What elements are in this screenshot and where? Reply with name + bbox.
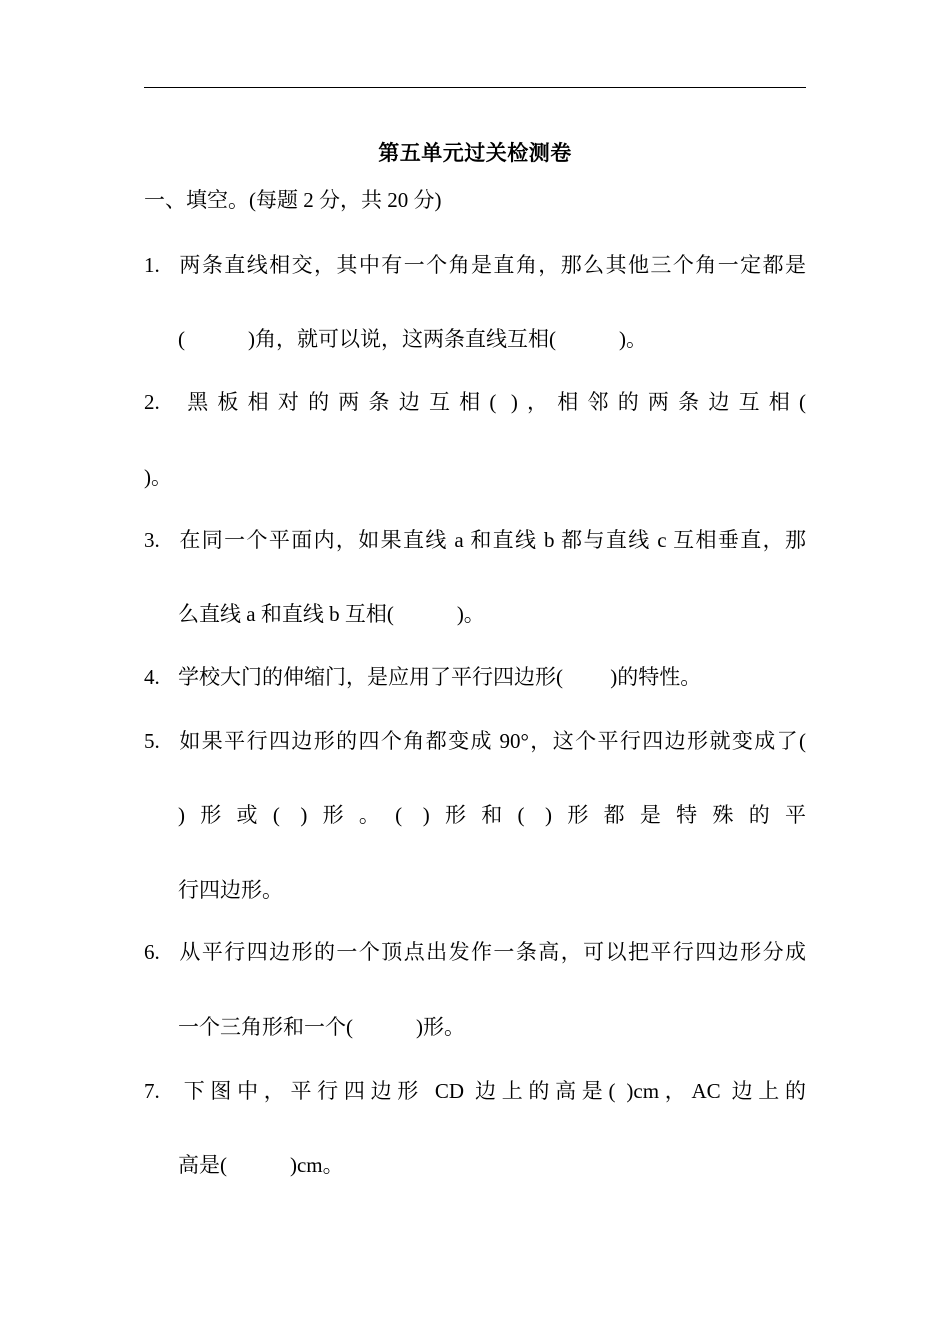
question-4-number: 4. bbox=[144, 665, 160, 689]
question-4-line-1 bbox=[144, 663, 701, 691]
question-6-line-2: 一个三角形和一个( )形。 bbox=[178, 1015, 465, 1039]
question-5-text-1: 如果平行四边形的四个角都变成 90°，这个平行四边形就变成了( bbox=[178, 729, 806, 753]
question-7-line-2: 高是( )cm。 bbox=[178, 1153, 344, 1177]
question-2-line-1 bbox=[144, 388, 806, 416]
question-3-line-2: 么直线 a 和直线 b 互相( )。 bbox=[178, 602, 485, 626]
question-5-number: 5. bbox=[144, 729, 160, 753]
section-heading: 一、填空。(每题 2 分，共 20 分) bbox=[144, 188, 442, 212]
question-6-line-1 bbox=[144, 938, 806, 966]
question-7-text-1: 下图中，平行四边形 CD 边上的高是( )cm，AC 边上的 bbox=[178, 1079, 806, 1103]
question-4-text-1: 学校大门的伸缩门，是应用了平行四边形( )的特性。 bbox=[178, 665, 702, 689]
question-5-line-3: 行四边形。 bbox=[178, 878, 283, 902]
question-6-text-1: 从平行四边形的一个顶点出发作一条高，可以把平行四边形分成 bbox=[178, 940, 806, 964]
question-3-line-1 bbox=[144, 526, 806, 554]
question-1-line-1 bbox=[144, 251, 806, 279]
header-rule bbox=[144, 87, 806, 88]
question-7-number: 7. bbox=[144, 1079, 160, 1103]
question-5-line-2: )形或( )形。( )形和( )形都是特殊的平 bbox=[178, 803, 806, 827]
question-1-number: 1. bbox=[144, 253, 160, 277]
question-2-line-2: )。 bbox=[144, 465, 172, 489]
question-1-text-1: 两条直线相交，其中有一个角是直角，那么其他三个角一定都是 bbox=[178, 253, 806, 277]
page-title: 第五单元过关检测卷 bbox=[378, 141, 572, 165]
question-2-text-1: 黑板相对的两条边互相( )，相邻的两条边互相( bbox=[178, 390, 806, 414]
question-5-line-1 bbox=[144, 727, 806, 755]
question-3-number: 3. bbox=[144, 528, 160, 552]
question-6-number: 6. bbox=[144, 940, 160, 964]
question-2-number: 2. bbox=[144, 390, 160, 414]
question-1-line-2: ( )角，就可以说，这两条直线互相( )。 bbox=[178, 327, 647, 351]
question-7-line-1 bbox=[144, 1077, 806, 1105]
question-3-text-1: 在同一个平面内，如果直线 a 和直线 b 都与直线 c 互相垂直，那 bbox=[178, 528, 806, 552]
